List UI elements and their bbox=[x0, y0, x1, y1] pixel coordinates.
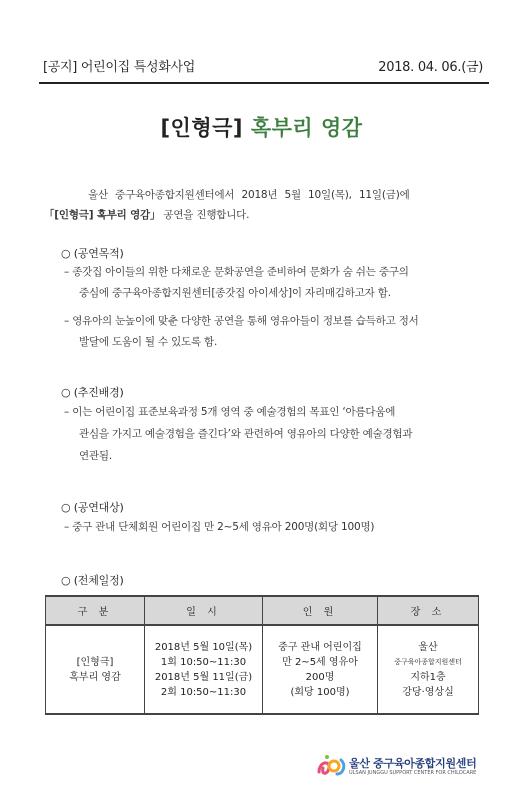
table-header-location: 장 소 bbox=[378, 596, 479, 625]
center-logo bbox=[315, 752, 485, 782]
intro-line-2-rest: 공연을 진행합니다. bbox=[160, 209, 250, 221]
notice-label: [공지] 어린이집 특성화사업 bbox=[43, 60, 196, 75]
cell-location-line: 중구육아종합지원센터 bbox=[394, 657, 462, 666]
cell-attendees-line: 200명 bbox=[305, 671, 335, 683]
center-logo-name: 울산 중구육아종합지원센터 bbox=[349, 757, 477, 770]
cell-datetime-line: 1회 10:50~11:30 bbox=[160, 656, 247, 668]
intro-line-1: 울산 중구육아종합지원센터에서 2018년 5월 10일(목), 11일(금)에 bbox=[88, 189, 410, 201]
table-header-category: 구 분 bbox=[46, 596, 145, 625]
cell-location-line: 울산 bbox=[418, 641, 438, 653]
cell-attendees-line: 중구 관내 어린이집 bbox=[278, 641, 362, 653]
cell-datetime bbox=[145, 625, 263, 714]
background-line-3: 연관됨. bbox=[79, 450, 112, 462]
title-bracket: [인형극] bbox=[160, 116, 243, 140]
schedule-table bbox=[45, 595, 479, 715]
cell-datetime-line: 2018년 5월 11일(금) bbox=[154, 671, 253, 683]
table-header-datetime: 일 시 bbox=[145, 596, 263, 625]
background-line-1: – 이는 어린이집 표준보육과정 5개 영역 중 예술경험의 목표인 ‘아름다움에 bbox=[64, 406, 396, 418]
purpose-bullet-2-line-1: – 영유아의 눈높이에 맞춘 다양한 공연을 통해 영유아들이 정보를 습득하고 정서 bbox=[64, 315, 419, 327]
purpose-bullet-1-line-2: 중심에 중구육아종합지원센터[종갓집 아이세상]이 자리매김하고자 함. bbox=[79, 287, 391, 299]
cell-location-line: 지하1층 bbox=[410, 671, 446, 683]
section-heading-background: ○ (추진배경) bbox=[61, 386, 124, 399]
notice-date: 2018. 04. 06.(금) bbox=[378, 60, 483, 75]
background-line-2: 관심을 가지고 예술경험을 즐긴다’와 관련하여 영유아의 다양한 예술경험과 bbox=[79, 428, 413, 440]
cell-location-line: 강당·영상실 bbox=[402, 686, 454, 698]
cell-attendees bbox=[263, 625, 378, 714]
table-header-attendees: 인 원 bbox=[263, 596, 378, 625]
purpose-bullet-2-line-2: 발달에 도움이 될 수 있도록 함. bbox=[79, 336, 218, 348]
page-title bbox=[0, 112, 523, 142]
title-name: 혹부리 영감 bbox=[250, 116, 363, 140]
table-header-row bbox=[46, 596, 479, 625]
cell-location bbox=[378, 625, 479, 714]
cell-datetime-line: 2회 10:50~11:30 bbox=[160, 686, 247, 698]
cell-attendees-line: 만 2~5세 영유아 bbox=[282, 656, 358, 668]
center-logo-subtitle: ULSAN JUNGGU SUPPORT CENTER FOR CHILDCARE bbox=[349, 770, 477, 776]
intro-line-2 bbox=[44, 208, 249, 223]
cell-category-line: 혹부리 영감 bbox=[69, 671, 121, 683]
section-heading-purpose: ○ (공연목적) bbox=[61, 247, 124, 260]
section-heading-schedule: ○ (전체일정) bbox=[61, 574, 124, 587]
target-line-1: – 중구 관내 단체회원 어린이집 만 2~5세 영유아 200명(회당 100명) bbox=[64, 521, 375, 533]
header-divider bbox=[39, 82, 489, 84]
section-heading-target: ○ (공연대상) bbox=[61, 501, 124, 514]
cell-category bbox=[46, 625, 145, 714]
intro-performance-name: 「[인형극] 혹부리 영감」 bbox=[44, 209, 161, 221]
cell-category-line: [인형극] bbox=[76, 656, 114, 668]
cell-attendees-line: (회당 100명) bbox=[290, 686, 350, 698]
table-row bbox=[46, 625, 479, 714]
purpose-bullet-1-line-1: – 종갓집 아이들의 위한 다채로운 문화공연을 준비하여 문화가 숨 쉬는 중구의 bbox=[64, 266, 409, 278]
center-logo-icon bbox=[315, 752, 347, 780]
cell-datetime-line: 2018년 5월 10일(목) bbox=[154, 641, 253, 653]
